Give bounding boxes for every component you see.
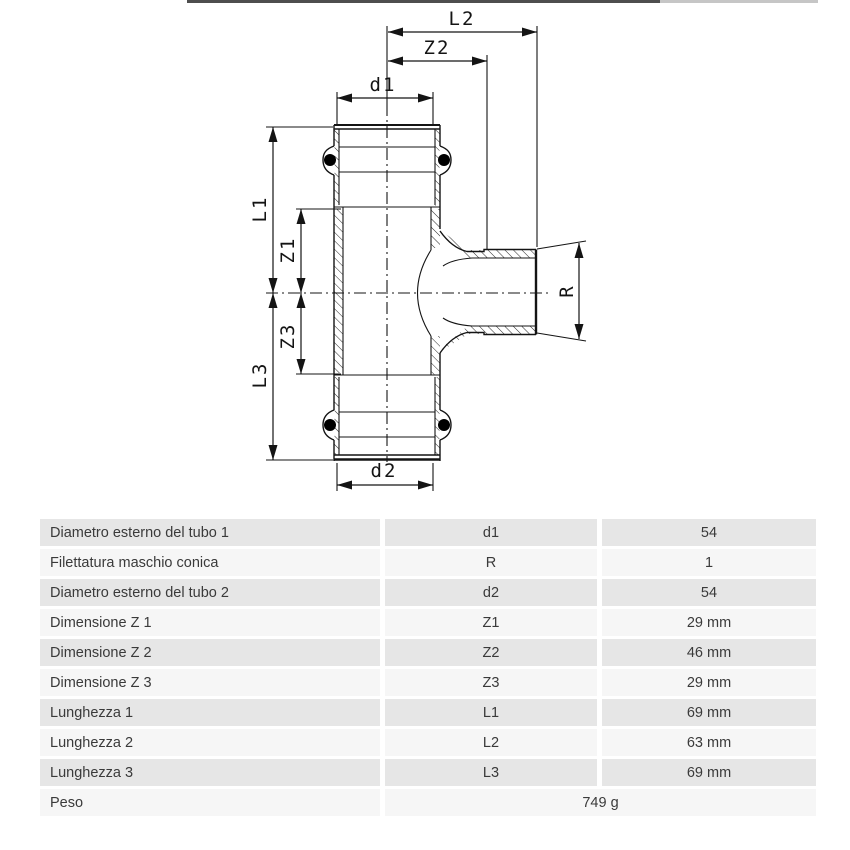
spec-row-value: 749 g	[385, 789, 816, 816]
spec-row-label: Dimensione Z 3	[40, 669, 380, 696]
spec-row-value: 54	[602, 579, 816, 606]
spec-row-symbol: L3	[385, 759, 597, 786]
spec-row-value: 29 mm	[602, 609, 816, 636]
dim-label-r: R	[556, 284, 578, 298]
dim-label-z3: Z3	[277, 322, 299, 350]
spec-row-label: Diametro esterno del tubo 1	[40, 519, 380, 546]
dim-label-z1: Z1	[277, 236, 299, 264]
spec-row-symbol: Z3	[385, 669, 597, 696]
spec-row-label: Dimensione Z 2	[40, 639, 380, 666]
spec-row-symbol: R	[385, 549, 597, 576]
spec-row-label: Peso	[40, 789, 380, 816]
spec-row-label: Dimensione Z 1	[40, 609, 380, 636]
dim-label-d2: d2	[370, 460, 398, 482]
spec-table	[40, 519, 816, 816]
spec-row-symbol: d1	[385, 519, 597, 546]
dim-label-l2: L2	[448, 8, 476, 30]
spec-row-value: 69 mm	[602, 759, 816, 786]
spec-row-symbol: L1	[385, 699, 597, 726]
spec-row-label: Lunghezza 1	[40, 699, 380, 726]
spec-row-value: 69 mm	[602, 699, 816, 726]
spec-row-value: 46 mm	[602, 639, 816, 666]
spec-row-label: Filettatura maschio conica	[40, 549, 380, 576]
dim-label-z2: Z2	[423, 37, 451, 59]
spec-row-symbol: Z2	[385, 639, 597, 666]
spec-row-symbol: Z1	[385, 609, 597, 636]
centerlines	[266, 26, 550, 462]
spec-row-symbol: L2	[385, 729, 597, 756]
spec-row-value: 63 mm	[602, 729, 816, 756]
spec-row-value: 29 mm	[602, 669, 816, 696]
spec-row-value: 54	[602, 519, 816, 546]
spec-row-symbol: d2	[385, 579, 597, 606]
dim-label-l3: L3	[249, 361, 271, 389]
spec-row-label: Lunghezza 2	[40, 729, 380, 756]
spec-row-label: Diametro esterno del tubo 2	[40, 579, 380, 606]
dim-label-d1: d1	[369, 74, 397, 96]
spec-row-label: Lunghezza 3	[40, 759, 380, 786]
dim-label-l1: L1	[249, 195, 271, 223]
spec-row-value: 1	[602, 549, 816, 576]
